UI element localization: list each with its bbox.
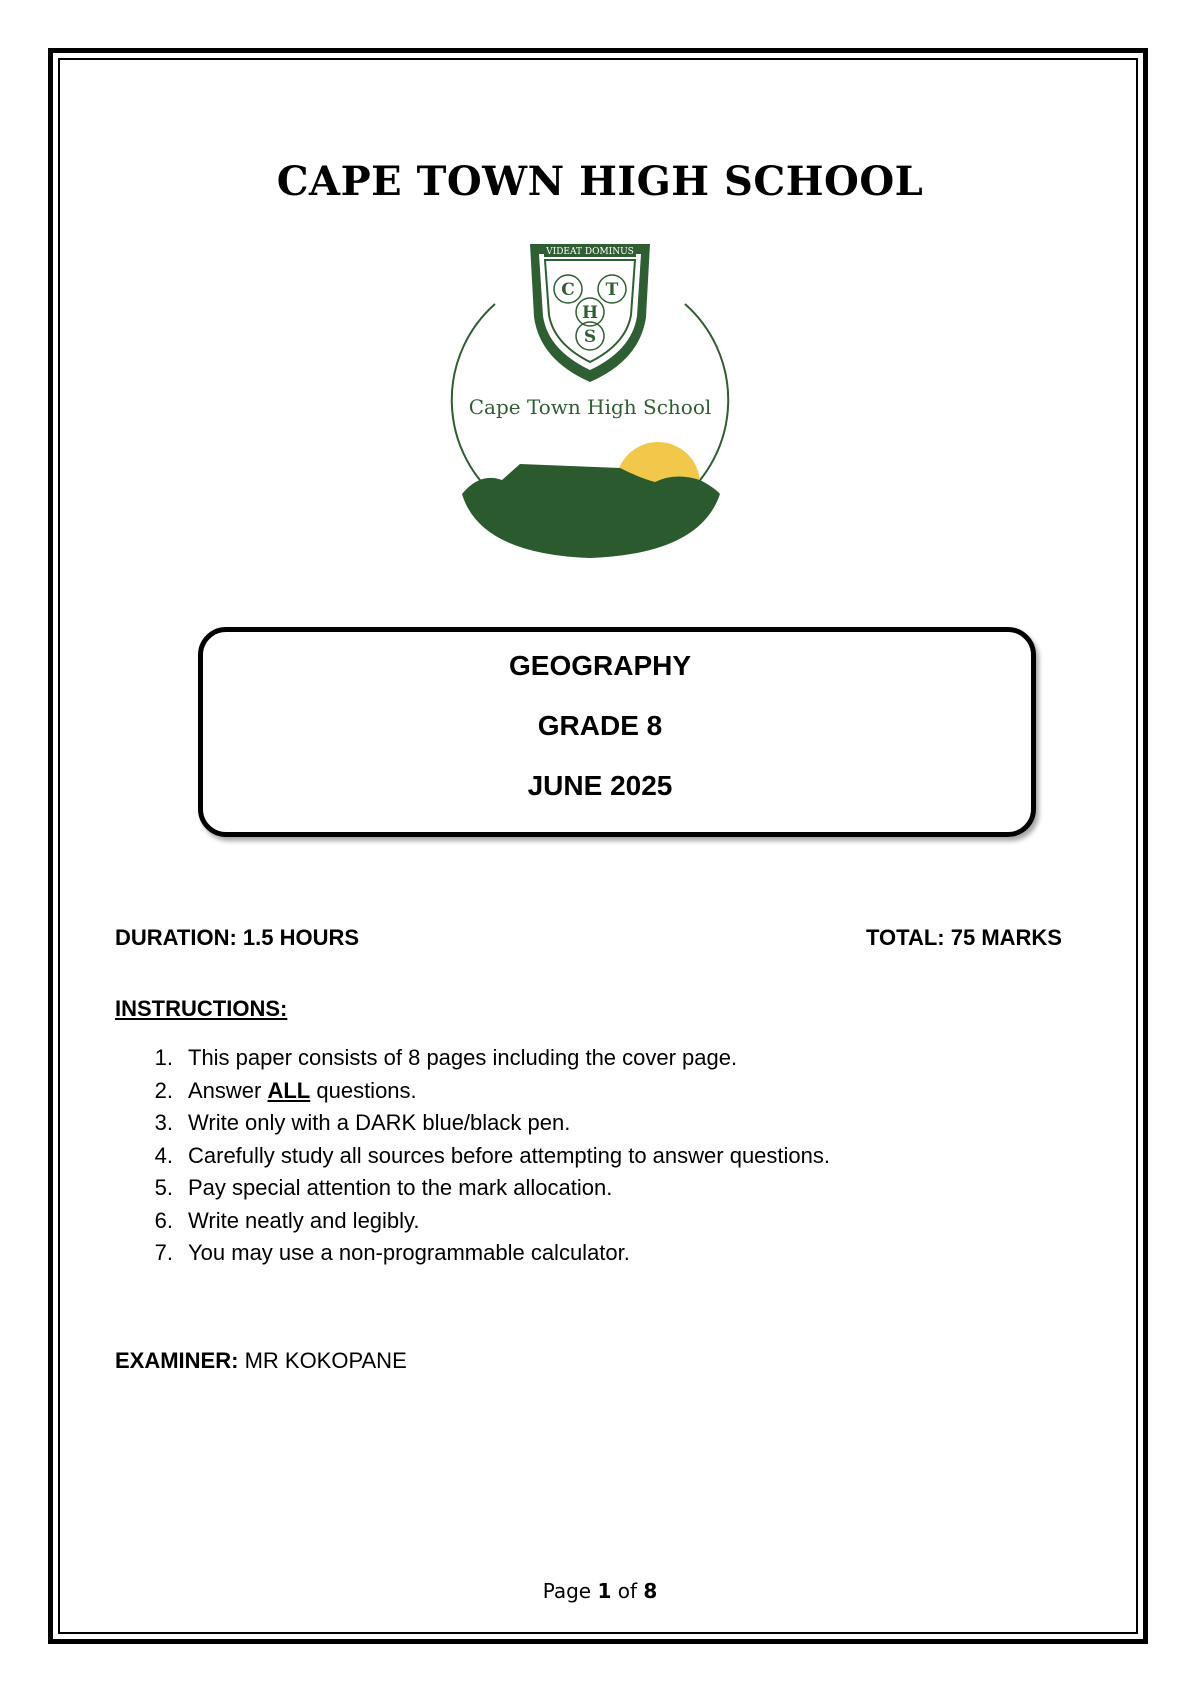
emphasis-all: ALL (267, 1077, 311, 1103)
instruction-item (115, 1107, 830, 1140)
instruction-item (115, 1075, 830, 1108)
examiner-line (115, 1348, 407, 1374)
examiner-label: EXAMINER: (115, 1348, 239, 1373)
instructions-heading: INSTRUCTIONS: (115, 996, 288, 1021)
instruction-text: This paper consists of 8 pages including the cover page. (188, 1045, 738, 1070)
logo-monogram-t: T (605, 280, 619, 300)
logo-motto: VIDEAT DOMINUS (546, 247, 634, 257)
instruction-item (115, 1042, 830, 1075)
instruction-text: You may use a non-programmable calculator. (188, 1240, 630, 1265)
logo-monogram-c: C (561, 280, 575, 300)
instruction-text: Carefully study all sources before attempting to answer questions. (188, 1142, 830, 1168)
instruction-text: Pay special attention to the mark allocation. (188, 1175, 613, 1200)
instruction-number: 4. (154, 1142, 173, 1168)
instruction-text: Answer ALL questions. (188, 1077, 417, 1103)
page-number: Page 1 of 8 (542, 1579, 658, 1603)
session-label: JUNE 2025 (527, 770, 673, 801)
school-title: CAPE TOWN HIGH SCHOOL (276, 158, 924, 205)
logo-monogram-s: S (583, 327, 597, 347)
instruction-item (115, 1172, 830, 1205)
instruction-number: 2. (154, 1077, 173, 1103)
logo-mountain (462, 464, 720, 558)
total-marks-label: TOTAL: 75 MARKS (866, 925, 1062, 950)
grade-label: GRADE 8 (537, 710, 663, 741)
instruction-item (115, 1140, 830, 1173)
examiner-name: MR KOKOPANE (238, 1348, 407, 1373)
subject-title: GEOGRAPHY (508, 650, 692, 681)
instruction-number: 3. (154, 1110, 173, 1135)
instructions-list (115, 1042, 830, 1270)
instruction-item (115, 1237, 830, 1270)
current-page: 1 (597, 1579, 612, 1603)
duration-label: DURATION: 1.5 HOURS (115, 925, 360, 950)
logo-monogram-h: H (581, 303, 599, 323)
logo-caption: Cape Town High School (468, 395, 712, 419)
instruction-number: 1. (154, 1045, 173, 1070)
instruction-item (115, 1205, 830, 1238)
instruction-number: 7. (154, 1240, 173, 1265)
school-logo (440, 232, 740, 572)
instruction-number: 6. (154, 1207, 173, 1233)
instruction-text: Write only with a DARK blue/black pen. (188, 1110, 571, 1135)
instruction-text: Write neatly and legibly. (188, 1207, 420, 1233)
instruction-number: 5. (154, 1175, 173, 1200)
total-pages: 8 (643, 1579, 658, 1603)
